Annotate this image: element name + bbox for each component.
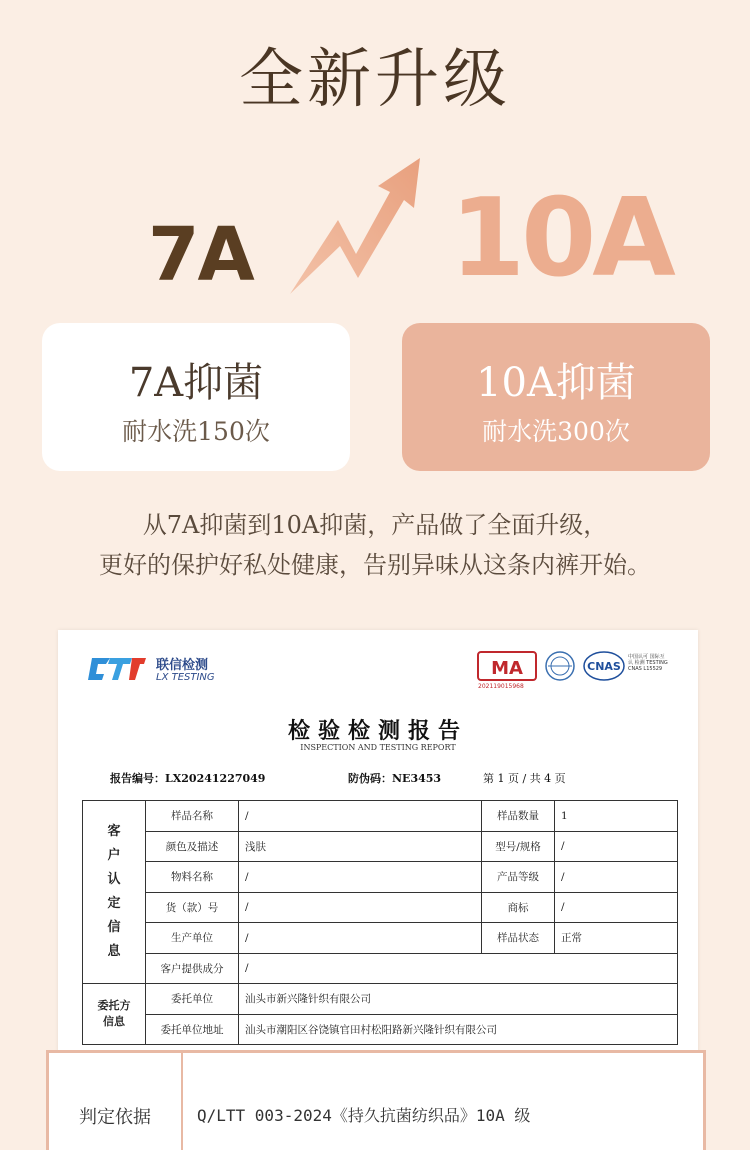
cell-label: 货（款）号 <box>146 892 239 923</box>
cell-label: 客户提供成分 <box>146 953 239 984</box>
cell-value: / <box>555 892 678 923</box>
cnas-text: 中国认可 国际互认 检测 TESTING CNAS L15529 <box>628 654 668 672</box>
cell-label: 样品状态 <box>482 923 555 954</box>
report-title: 检验检测报告 <box>287 718 468 744</box>
cma-number: 202119015968 <box>478 683 524 690</box>
cell-value: 汕头市新兴隆针织有限公司 <box>239 984 678 1015</box>
group-customer-label: 客户认定信息 <box>107 824 121 959</box>
cell-label: 产品等级 <box>482 862 555 893</box>
cell-label: 样品数量 <box>482 801 555 832</box>
card-10a-sub: 耐水洗300次 <box>482 417 630 446</box>
cell-label: 样品名称 <box>146 801 239 832</box>
description-line-2: 更好的保护好私处健康，告别异味从这条内裤开始。 <box>99 551 651 579</box>
svg-text:CNAS: CNAS <box>587 660 621 673</box>
cell-value: / <box>239 923 482 954</box>
group-entrust-label: 委托方信息 <box>97 999 131 1028</box>
cell-value: 1 <box>555 801 678 832</box>
svg-text:MA: MA <box>491 658 523 679</box>
cell-label: 商标 <box>482 892 555 923</box>
group-entrust-info <box>83 984 146 1045</box>
cell-label: 颜色及描述 <box>146 831 239 862</box>
ilac-mra-icon <box>544 650 576 682</box>
cell-value: 浅肤 <box>239 831 482 862</box>
cell-value: 正常 <box>555 923 678 954</box>
report-subtitle: INSPECTION AND TESTING REPORT <box>300 743 456 752</box>
cell-value: / <box>239 953 678 984</box>
lx-testing-logo-icon <box>88 652 148 686</box>
company-name-cn: 联信检测 <box>156 658 209 673</box>
judgement-basis-value: Q/LTT 003-2024《持久抗菌纺织品》10A 级 <box>197 1106 531 1125</box>
cell-value: / <box>239 862 482 893</box>
judgement-basis-label-cell <box>49 1053 183 1150</box>
company-name-en: LX TESTING <box>156 672 215 683</box>
report-table <box>82 800 678 1045</box>
judgement-basis-row <box>46 1050 706 1150</box>
card-10a-heading: 10A抑菌 <box>476 360 636 406</box>
cell-label: 生产单位 <box>146 923 239 954</box>
card-7a <box>42 323 350 471</box>
cell-value: / <box>555 831 678 862</box>
table-row <box>83 923 678 954</box>
card-10a <box>402 323 710 471</box>
table-row <box>83 801 678 832</box>
table-row <box>83 953 678 984</box>
cell-label: 型号/规格 <box>482 831 555 862</box>
card-7a-heading: 7A抑菌 <box>128 360 264 406</box>
table-row <box>83 862 678 893</box>
cma-mark-icon <box>476 648 540 686</box>
table-row <box>83 831 678 862</box>
cell-label: 委托单位 <box>146 984 239 1015</box>
cell-value: / <box>239 892 482 923</box>
judgement-basis-label: 判定依据 <box>79 1107 151 1128</box>
group-customer-info <box>83 801 146 984</box>
description <box>0 505 750 585</box>
table-row <box>83 892 678 923</box>
card-7a-sub: 耐水洗150次 <box>122 417 270 446</box>
cell-value: / <box>555 862 678 893</box>
page-indicator: 第 1 页 / 共 4 页 <box>483 772 566 785</box>
report-number: 报告编号：LX20241227049 <box>110 772 266 785</box>
cell-label: 物料名称 <box>146 862 239 893</box>
cell-value: 汕头市潮阳区谷饶镇官田村松阳路新兴隆针织有限公司 <box>239 1014 678 1045</box>
anti-fake-code: 防伪码：NE3453 <box>348 772 442 785</box>
table-row <box>83 984 678 1015</box>
old-grade: 7A <box>148 212 253 298</box>
description-line-1: 从7A抑菌到10A抑菌，产品做了全面升级， <box>142 511 608 539</box>
new-grade: 10A <box>450 176 672 301</box>
page-title: 全新升级 <box>239 43 511 117</box>
cnas-mark-icon <box>582 650 626 682</box>
rising-arrow-icon <box>286 150 426 300</box>
table-row <box>83 1014 678 1045</box>
cell-value: / <box>239 801 482 832</box>
cell-label: 委托单位地址 <box>146 1014 239 1045</box>
